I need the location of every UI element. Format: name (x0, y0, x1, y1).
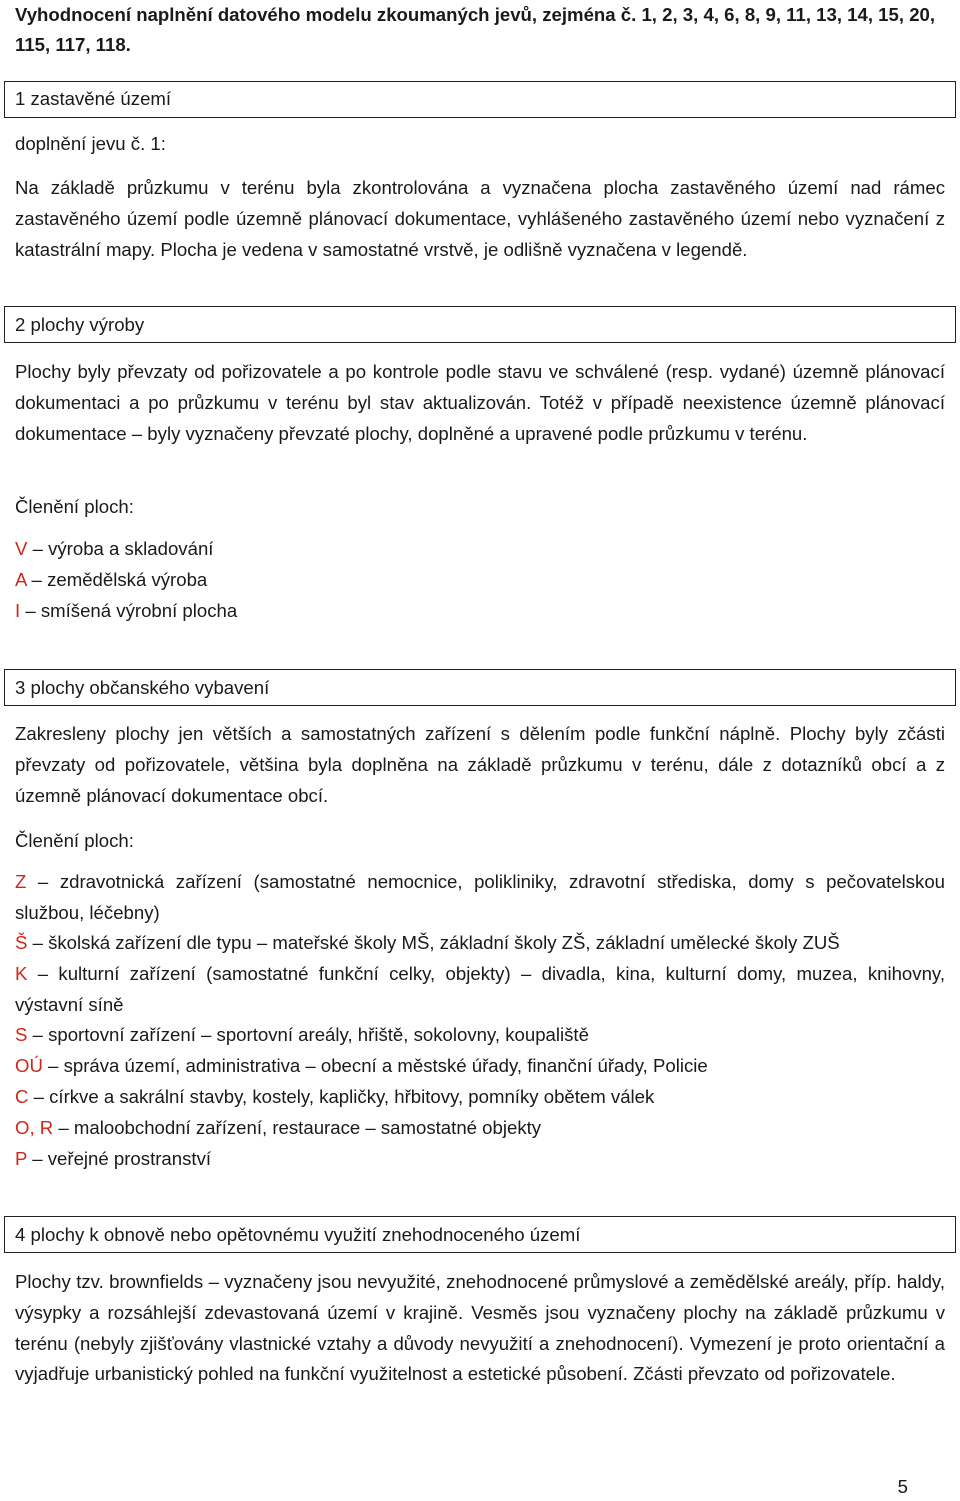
section2-paragraph: Plochy byly převzaty od pořizovatele a po kontrole podle stavu ve schválené (resp. vydané) územně plánovací dokumentaci a po průzkumu v terénu byl stav aktualizován. Totéž v případě neexistence územně plánovací dokumentace – byly vyznačeny převzaté plochy, doplněné a upravené podle průzkumu v terénu. (15, 361, 945, 444)
item-code: A (15, 569, 27, 590)
section3-heading: 3 plochy občanského vybavení (15, 677, 270, 698)
item-text: – sportovní zařízení – sportovní areály, hřiště, sokolovny, koupaliště (27, 1024, 589, 1045)
list-item (15, 1144, 945, 1175)
item-text: – veřejné prostranství (27, 1148, 212, 1169)
document-title: Vyhodnocení naplnění datového modelu zkoumaných jevů, zejména č. 1, 2, 3, 4, 6, 8, 9, 11, 13, 14, 15, 20, 115, 117, 118. (15, 4, 936, 55)
section2-division-label: Členění ploch: (15, 496, 134, 517)
section3-paragraph: Zakresleny plochy jen větších a samostatných zařízení s dělením podle funkční náplně. Plochy byly zčásti převzaty od pořizovatele, většina byla doplněna na základě průzkumu v terénu, dále z dotazníků obcí a z územně plánovací dokumentace obcí. (15, 723, 945, 806)
item-text: – maloobchodní zařízení, restaurace – samostatné objekty (53, 1117, 542, 1138)
section4-paragraph: Plochy tzv. brownfields – vyznačeny jsou nevyužité, znehodnocené průmyslové a zemědělské areály, příp. haldy, výsypky a rozsáhlejší zdevastovaná území v krajině. Vesměs jsou vyznačeny plochy na základě průzkumu v terénu (nebyly zjišťovány vlastnické vztahy a důvody nevyužití a znehodnocení). Vymezení je proto orientační a vyjadřuje urbanistický pohled na funkční využitelnost a estetické působení. Zčásti převzato od pořizovatele. (15, 1271, 945, 1385)
item-text: – kulturní zařízení (samostatné funkční celky, objekty) – divadla, kina, kulturní domy, muzea, knihovny, výstavní síně (15, 963, 945, 1015)
item-text: – výroba a skladování (27, 538, 214, 559)
item-text: – zemědělská výroba (26, 569, 208, 590)
item-text: – správa území, administrativa – obecní a městské úřady, finanční úřady, Policie (42, 1055, 708, 1076)
section2-heading: 2 plochy výroby (15, 314, 145, 335)
list-item (15, 1082, 945, 1113)
section1-heading: 1 zastavěné území (15, 88, 172, 109)
page-number: 5 (897, 1476, 908, 1497)
list-item (15, 867, 945, 929)
list-item (15, 959, 945, 1021)
list-item (15, 1113, 945, 1144)
section3-division-label: Členění ploch: (15, 830, 134, 851)
item-code: O, R (15, 1117, 54, 1138)
item-code: C (15, 1086, 29, 1107)
item-code: Z (15, 871, 27, 892)
list-item (15, 1020, 945, 1051)
item-text: – zdravotnická zařízení (samostatné nemocnice, polikliniky, zdravotní střediska, domy s pečovatelskou službou, léčebny) (15, 871, 945, 923)
section2-heading-box (4, 306, 956, 343)
section1-subheading: doplnění jevu č. 1: (15, 133, 166, 154)
item-text: – smíšená výrobní plocha (20, 600, 238, 621)
item-code: S (15, 1024, 28, 1045)
item-code: K (15, 963, 28, 984)
item-code: P (15, 1148, 28, 1169)
item-code: Š (15, 932, 28, 953)
item-code: OÚ (15, 1055, 43, 1076)
list-item (15, 1051, 945, 1082)
item-code: I (15, 600, 21, 621)
list-item (15, 596, 945, 627)
list-item (15, 534, 945, 565)
section1-paragraph: Na základě průzkumu v terénu byla zkontrolována a vyznačena plocha zastavěného území nad rámec zastavěného území podle územně plánovací dokumentace, vyhlášeného zastavěného území nebo vyznačení z katastrální mapy. Plocha je vedena v samostatné vrstvě, je odlišně vyznačena v legendě. (15, 177, 945, 260)
item-code: V (15, 538, 28, 559)
item-text: – církve a sakrální stavby, kostely, kapličky, hřbitovy, pomníky obětem válek (28, 1086, 655, 1107)
list-item (15, 928, 945, 959)
item-text: – školská zařízení dle typu – mateřské školy MŠ, základní školy ZŠ, základní umělecké školy ZUŠ (27, 932, 840, 953)
list-item (15, 565, 945, 596)
section4-heading: 4 plochy k obnově nebo opětovnému využití znehodnoceného území (15, 1224, 581, 1245)
